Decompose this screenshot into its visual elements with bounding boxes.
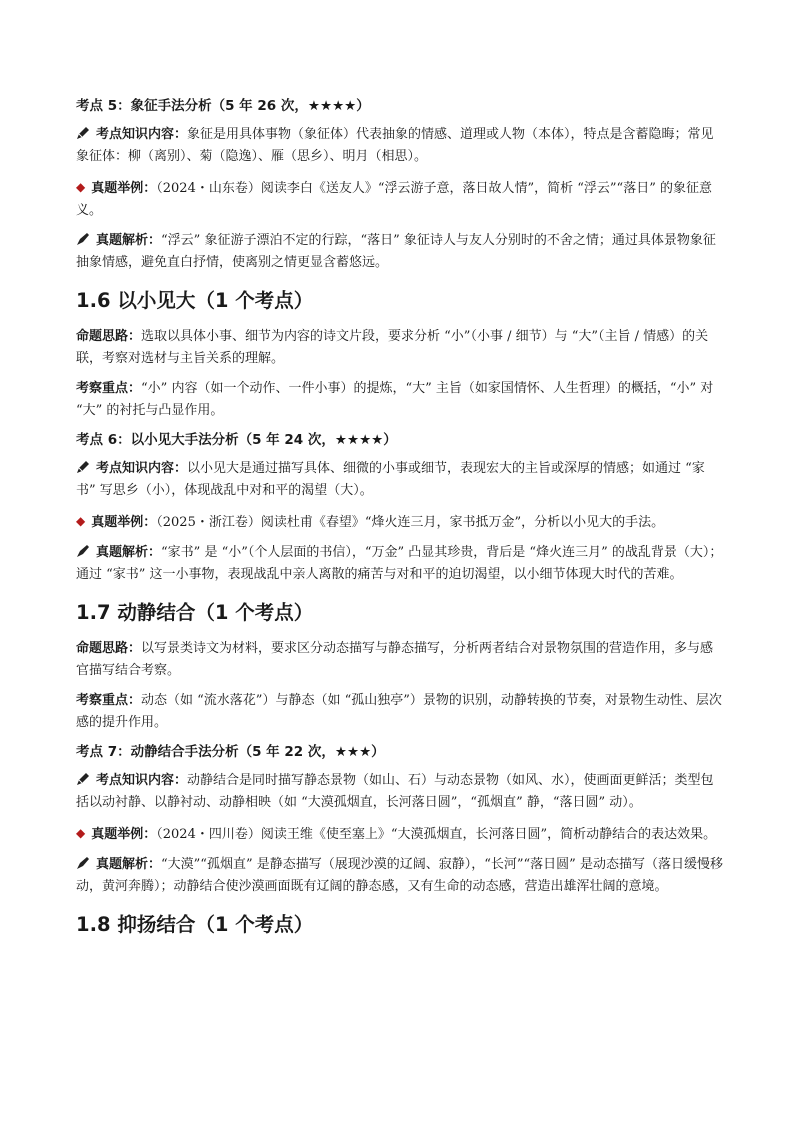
kaodian-heading: 考点 6：以小见大手法分析（5 年 24 次，★★★★） xyxy=(76,432,397,448)
example-paragraph xyxy=(76,510,724,534)
text: “浮云” 象征游子漂泊不定的行踪，“落日” 象征诗人与友人分别时的不舍之情；通过具体景物象征抽象情感，避免直白抒情，使离别之情更显含蓄悠远。 xyxy=(76,233,716,270)
pen-nib-icon xyxy=(76,856,90,870)
kaodian-heading: 考点 5：象征手法分析（5 年 26 次，★★★★） xyxy=(76,98,370,114)
text: “家书” 是 “小”（个人层面的书信），“万金” 凸显其珍贵，背后是 “烽火连三月” 的战乱背景（大）；通过 “家书” 这一小事物，表现战乱中亲人离散的痛苦与对和平的迫切渴望，以小细节体现大时代的苦难。 xyxy=(76,545,723,582)
red-diamond-icon: ◆ xyxy=(76,514,86,528)
label: 真题举例： xyxy=(91,181,157,196)
pen-nib-icon xyxy=(76,232,90,246)
idea-paragraph xyxy=(76,326,724,370)
pen-nib-icon xyxy=(76,544,90,558)
label: 考点知识内容： xyxy=(96,773,188,788)
text: “大漠”“孤烟直” 是静态描写（展现沙漠的辽阔、寂静），“长河”“落日圆” 是动态描写（落日缓慢移动，黄河奔腾）；动静结合使沙漠画面既有辽阔的静态感，又有生命的动态感，营造出雄浑壮阔的意境。 xyxy=(76,857,723,894)
text: “小” 内容（如一个动作、一件小事）的提炼，“大” 主旨（如家国情怀、人生哲理）的概括，“小” 对 “大” 的衬托与凸显作用。 xyxy=(76,381,714,418)
analysis-paragraph xyxy=(76,542,724,586)
label: 命题思路： xyxy=(76,641,142,656)
text: 动态（如 “流水落花”）与静态（如 “孤山独亭”）景物的识别，动静转换的节奏，对景物生动性、层次感的提升作用。 xyxy=(76,693,722,730)
label: 真题解析： xyxy=(96,545,162,560)
label: 考点知识内容： xyxy=(96,127,188,142)
label: 真题举例： xyxy=(91,827,157,842)
analysis-paragraph xyxy=(76,854,724,898)
red-diamond-icon: ◆ xyxy=(76,826,86,840)
label: 考察重点： xyxy=(76,381,142,396)
label: 命题思路： xyxy=(76,329,142,344)
section-heading: 1.8 抑扬结合（1 个考点） xyxy=(76,913,314,936)
text: （2024・山东卷）阅读李白《送友人》“浮云游子意，落日故人情”，简析 “浮云”“落日” 的象征意义。 xyxy=(76,181,712,218)
section-heading: 1.6 以小见大（1 个考点） xyxy=(76,289,314,312)
knowledge-paragraph xyxy=(76,124,724,168)
analysis-paragraph xyxy=(76,230,724,274)
red-diamond-icon: ◆ xyxy=(76,180,86,194)
focus-paragraph xyxy=(76,690,724,734)
example-paragraph xyxy=(76,176,724,222)
label: 真题举例： xyxy=(91,515,157,530)
kaodian-heading: 考点 7：动静结合手法分析（5 年 22 次，★★★） xyxy=(76,744,385,760)
label: 真题解析： xyxy=(96,857,162,872)
label: 考察重点： xyxy=(76,693,142,708)
example-paragraph xyxy=(76,822,724,846)
text: （2025・浙江卷）阅读杜甫《春望》“烽火连三月，家书抵万金”，分析以小见大的手法。 xyxy=(156,515,665,530)
text: 动静结合是同时描写静态景物（如山、石）与动态景物（如风、水），使画面更鲜活；类型包括以动衬静、以静衬动、动静相映（如 “大漠孤烟直，长河落日圆”，“孤烟直” 静，“落日圆” 动）。 xyxy=(76,773,714,810)
text: 以写景类诗文为材料，要求区分动态描写与静态描写，分析两者结合对景物氛围的营造作用，多与感官描写结合考察。 xyxy=(76,641,714,678)
text: （2024・四川卷）阅读王维《使至塞上》“大漠孤烟直，长河落日圆”，简析动静结合的表达效果。 xyxy=(156,827,717,842)
knowledge-paragraph xyxy=(76,770,724,814)
idea-paragraph xyxy=(76,638,724,682)
text: 选取以具体小事、细节为内容的诗文片段，要求分析 “小”（小事 / 细节）与 “大”（主旨 / 情感）的关联，考察对选材与主旨关系的理解。 xyxy=(76,329,709,366)
label: 考点知识内容： xyxy=(96,461,188,476)
pencil-icon xyxy=(76,772,90,786)
knowledge-paragraph xyxy=(76,458,724,502)
text: 以小见大是通过描写具体、细微的小事或细节，表现宏大的主旨或深厚的情感；如通过 “家书” 写思乡（小），体现战乱中对和平的渴望（大）。 xyxy=(76,461,705,498)
pencil-icon xyxy=(76,126,90,140)
section-heading: 1.7 动静结合（1 个考点） xyxy=(76,601,314,624)
pencil-icon xyxy=(76,460,90,474)
label: 真题解析： xyxy=(96,233,162,248)
focus-paragraph xyxy=(76,378,724,422)
text: 象征是用具体事物（象征体）代表抽象的情感、道理或人物（本体），特点是含蓄隐晦；常见象征体：柳（离别）、菊（隐逸）、雁（思乡）、明月（相思）。 xyxy=(76,127,714,164)
